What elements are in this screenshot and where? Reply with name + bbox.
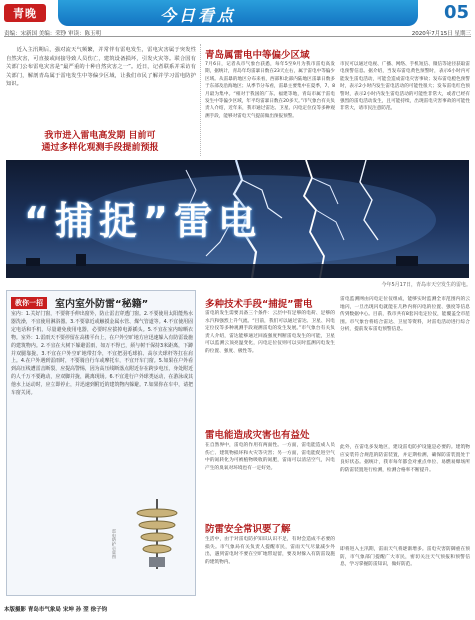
article-text-col1: 7月6日，记者从市气象台获悉，每年5至9月为我市雷电高发期，据统计，青岛年均雷暴日数在23天左右，属于雷电中等偏少区域。从雷暴的地区分布来看，西部和北部内陆地区雷暴日数多于东部及沿海地区；从季节分布看，雷暴主要集中在夏季，7、8月最为集中。“相对于我国的广东、福建等地，青岛市属于雷电发生中等偏少区域，年平均雷暴日数在20多天。”市气象台有关负责人介绍，近年来，我市通过雷达、卫星、闪电定位仪等多种观测手段，能够对雷电天气提前做出预报预警。 <box>205 62 335 119</box>
newspaper-logo <box>4 4 46 22</box>
right-text-3: 即将进入主汛期，雷雨天气将逐渐增多。雷电灾害防御重在预防，市气象部门提醒广大市民，密切关注天气预报和预警信息，学习掌握防雷知识，做好防范。 <box>340 547 470 567</box>
photo-title: “捕捉”雷电 <box>24 199 262 243</box>
text-capture-techniques: 雷电的发生需要具备三个条件：云层中有足够的电荷、足够的水汽和强烈上升气流。“目前，我们可以通过雷达、卫星、闪电定位仪等多种观测手段观测雷电的发生发展。”市气象台有关负责人介绍，雷达能够通过回波强度判断雷电发生的可能，卫星可以监测云顶亮温变化，闪电定位仪则可以实时监测闪电发生的位置、强度、极性等。 <box>205 311 335 354</box>
tips-text: 室内：1.关好门窗，不要将手伸出窗外，防止雷击穿透门窗。2.不要使用太阳能热水器洗澡，不宜使用淋浴器。3.不要靠近或触摸金属水管、煤气管道等。4.不宜使用固定电话和手机，尽量避免使用电器，必要时应拔掉电源插头。5.不宜在室内晾晒衣物。室外：1.雷雨天不要停留在高楼平台上，在户外空旷地方应迅速躲入有防雷设施的建筑物内。2.不宜在大树下躲避雷雨，如万不得已，须与树干保持3米距离，下蹲并双腿靠拢。3.不宜在户外空旷地带打伞，不宜把羽毛球拍、高尔夫球杆等扛在肩上。4.在户外遇到雷雨时，不要骑自行车或摩托车，不宜开车门窗。5.如果在户外看到高压线遭雷击断裂，应提高警惕，因为高压线断落点附近存在跨步电压，身处附近的人千万不要跑动，应双脚并拢，跳离现场。6.不宜进行户外球类运动，在游泳或其他水上运动时，应立即停止，并迅速到附近的建筑物内躲避。7.如果你在车中，请把车窗关闭。 <box>11 311 193 397</box>
photo-caption: 今年5月17日，青岛市天空发生的雷电。 <box>381 282 471 288</box>
logo-text: 青晚 <box>13 7 37 20</box>
page-number: 05 <box>443 2 469 23</box>
intro-paragraph: 近入主汛期后，强对流天气频繁，并常伴有雷电发生，雷电灾害属于突发性自然灾害，可直接或间接导致人员伤亡，建筑设备损坏，引发火灾等。联合国有关部门公布雷电灾害是“最严重的十种自然灾害之一”。近日，记者联系并采访有关部门，解剖青岛属于雷电发生中等偏少区域，让我们市民了解并学习雷电防护知识。 <box>6 47 196 88</box>
lightning-photo <box>6 160 469 278</box>
article-text-col2: 市民可以通过电视、广播、网络、手机短信、微信等途径获取雷电预警信息。据介绍，当发布雷电黄色预警时，表示6小时内可能发生雷电活动，可能会造成雷电灾害事故；发布雷电橙色预警时，表示2小时内发生雷电活动的可能性很大；发布雷电红色预警时，表示2小时内发生雷电活动的可能性非常大，或者已经有强烈的雷电活动发生，且可能持续，出现雷电灾害事故的可能性非常大，请市民注意防范。 <box>340 62 470 112</box>
heading-capture-techniques: 多种技术手段“捕捉”雷电 <box>205 299 313 310</box>
heading-safety-knowledge: 防雷安全常识要了解 <box>205 524 291 535</box>
editor-credits: 责编：宋新国 美编：荣铮 审读：陈玉明 <box>4 31 101 37</box>
photo-credits: 本版摄影 青岛市气象局 宋坤 孙 翌 徐子钧 <box>4 607 108 613</box>
tips-tag: 教你一招 <box>11 297 47 309</box>
tips-box <box>6 290 196 596</box>
text-disaster-and-benefit: 在自然界中，雷电的作用有两面性。一方面，雷电能造成人员伤亡、建筑物损坏和火灾等灾害；另一方面，雷电能促进空气中的氮转化为可被植物吸收的氮肥，雷雨可以清洁空气，闪电产生的臭氧对环境也有一定好处。 <box>205 443 335 471</box>
lead-headline-line2: 通过多样化观测手段提前预报 <box>41 143 159 153</box>
tips-title: 室内室外防雷“秘籍” <box>55 299 149 310</box>
right-text-2: 此外，在雷电多发地区，建设雷电防护设施是必要的。建筑物应安装符合规范的防雷装置，并定期检测，确保防雷装置处于良好状态。据统计，我市每年都会对重点单位、易燃易爆场所的防雷装置进行检测，检测合格率不断提升。 <box>340 445 470 473</box>
article-heading-thunder-zone: 青岛属雷电中等偏少区域 <box>205 50 310 61</box>
section-banner-title: 今日看点 <box>160 6 237 25</box>
masthead <box>0 0 475 37</box>
lead-headline-line1: 我市进入雷电高发期 目前可 <box>44 131 156 141</box>
column-divider <box>200 44 201 156</box>
illustration-caption: 雷电防护示意图 <box>112 529 117 559</box>
right-text-1: 雷电监测网由闪电定位仪组成，能够实时监测全市范围内的云地闪，一旦出现闪电就能在几秒内将闪电的位置、强度等信息传到数据中心。目前，我市共有8套闪电定位仪，能覆盖全市范围。市气象台将结合雷达、卫星等资料，对雷电活动进行综合分析，提前发布雷电预警信息。 <box>340 297 470 332</box>
heading-disaster-and-benefit: 雷电能造成灾害也有益处 <box>205 430 310 441</box>
text-safety-knowledge: 生活中，由于对雷电防护知识认识不足，有时会造成不必要的损失。市气象局有关负责人提醒市民，雷雨天气尽量减少外出，遇到雷电时不要在空旷地带逗留，要及时躲入有防雷设施的建筑物内。 <box>205 537 335 565</box>
lead-headline <box>6 130 194 154</box>
info-line <box>4 27 471 37</box>
issue-date: 2020年7月15日 星期三 <box>411 31 471 37</box>
section-banner <box>58 0 418 26</box>
insulator-illustration <box>127 499 187 569</box>
